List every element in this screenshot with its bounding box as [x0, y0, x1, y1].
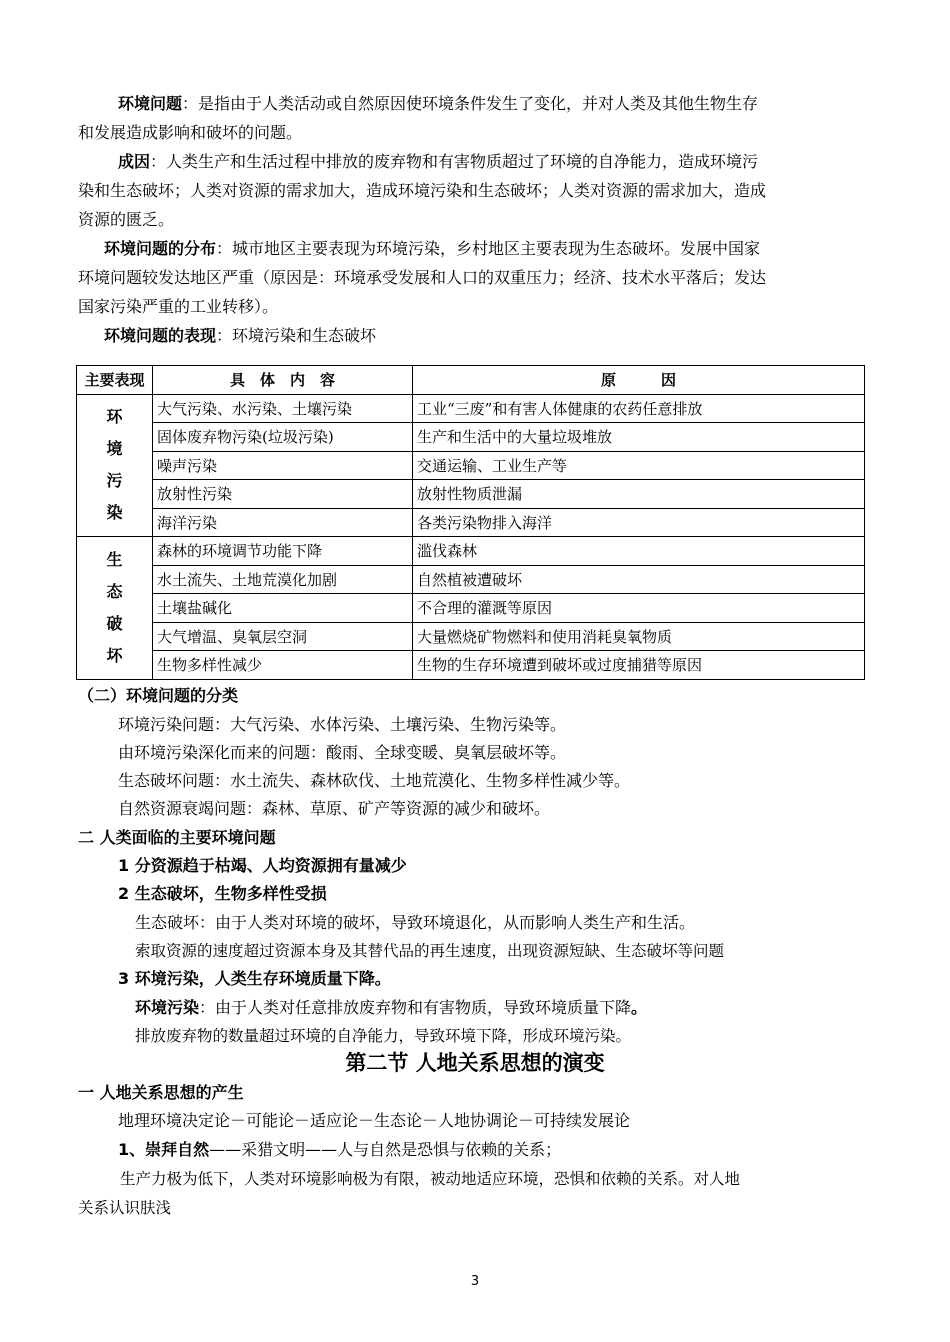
content-cell: 大气增温、臭氧层空洞: [153, 622, 413, 651]
header-category: 主要表现: [77, 366, 153, 395]
cause-cell: 大量燃烧矿物燃料和使用消耗臭氧物质: [413, 622, 865, 651]
cause-cell: 不合理的灌溉等原因: [413, 594, 865, 623]
section-main-problems-title: 二 人类面临的主要环境问题: [78, 828, 276, 847]
thought-sequence: 地理环境决定论－可能论－适应论－生态论－人地协调论－可持续发展论: [118, 1111, 631, 1130]
cause-cell: 生产和生活中的大量垃圾堆放: [413, 423, 865, 452]
paragraph-distribution-cont2: 国家污染严重的工业转移）。: [78, 297, 279, 316]
ecology-definition: 生态破坏：由于人类对环境的破坏，导致环境退化，从而影响人类生产和生活。: [135, 913, 696, 932]
cause-cell: 交通运输、工业生产等: [413, 451, 865, 480]
content-cell: 噪声污染: [153, 451, 413, 480]
term-manifestation: 环境问题的表现: [104, 326, 217, 345]
table-row: [77, 651, 865, 680]
table-row: [77, 480, 865, 509]
worship-nature-desc: 生产力极为低下，人类对环境影响极为有限，被动地适应环境，恐惧和依赖的关系。对人地: [120, 1170, 741, 1188]
ecology-note: 索取资源的速度超过资源本身及其替代品的再生速度，出现资源短缺、生态破坏等问题: [135, 942, 725, 960]
section2-title: 第二节 人地关系思想的演变: [345, 1051, 605, 1075]
cause-cell: 滥伐森林: [413, 537, 865, 566]
content-cell: 放射性污染: [153, 480, 413, 509]
content-cell: 海洋污染: [153, 508, 413, 537]
cause-cell: 工业“三废”和有害人体健康的农药任意排放: [413, 394, 865, 423]
content-cell: 土壤盐碱化: [153, 594, 413, 623]
header-cause: 原 因: [413, 366, 865, 395]
table-row: [77, 508, 865, 537]
cause-cell: 自然植被遭破坏: [413, 565, 865, 594]
content-cell: 水土流失、土地荒漠化加剧: [153, 565, 413, 594]
section2-subtitle: 一 人地关系思想的产生: [78, 1083, 244, 1102]
term-cause: 成因: [118, 152, 151, 171]
paragraph-cause-cont1: 染和生态破坏；人类对资源的需求加大，造成环境污染和生态破坏；人类对资源的需求加大，造成: [78, 181, 767, 200]
table-header-row: [77, 366, 865, 395]
cause-cell: 各类污染物排入海洋: [413, 508, 865, 537]
cause-cell: 生物的生存环境遭到破坏或过度捕猎等原因: [413, 651, 865, 680]
category-cell-ecology: 生态破坏: [77, 537, 153, 680]
page-number: 3: [470, 1274, 480, 1289]
table-row: [77, 565, 865, 594]
paragraph-definition: 环境问题：是指由于人类活动或自然原因使环境条件发生了变化，并对人类及其他生物生存: [118, 94, 759, 113]
classification-item: 由环境污染深化而来的问题：酸雨、全球变暖、臭氧层破坏等。: [118, 743, 567, 762]
table-row: [77, 537, 865, 566]
environment-problems-table: [76, 365, 865, 680]
paragraph-distribution: 环境问题的分布：城市地区主要表现为环境污染，乡村地区主要表现为生态破坏。发展中国家: [104, 239, 761, 258]
paragraph-definition-cont: 和发展造成影响和破坏的问题。: [78, 123, 303, 142]
content-cell: 森林的环境调节功能下降: [153, 537, 413, 566]
term-worship-nature: 1、崇拜自然: [118, 1140, 210, 1159]
main-problem-item-2: 2 生态破坏，生物多样性受损: [118, 884, 327, 903]
header-content: 具 体 内 容: [153, 366, 413, 395]
paragraph-cause: 成因：人类生产和生活过程中排放的废弃物和有害物质超过了环境的自净能力，造成环境污: [118, 152, 759, 171]
table-row: [77, 594, 865, 623]
paragraph-manifestation: 环境问题的表现：环境污染和生态破坏: [104, 326, 377, 345]
classification-item: 环境污染问题：大气污染、水体污染、土壤污染、生物污染等。: [118, 715, 567, 734]
paragraph-distribution-cont1: 环境问题较发达地区严重（原因是：环境承受发展和人口的双重压力；经济、技术水平落后；发达: [78, 268, 767, 287]
term-environment-problem: 环境问题: [118, 94, 183, 113]
content-cell: 大气污染、水污染、土壤污染: [153, 394, 413, 423]
term-distribution: 环境问题的分布: [104, 239, 217, 258]
section-classification-title: （二）环境问题的分类: [78, 686, 239, 705]
main-problem-item-3: 3 环境污染，人类生存环境质量下降。: [118, 969, 391, 988]
point-worship-nature: 1、崇拜自然——采猎文明——人与自然是恐惧与依赖的关系；: [118, 1140, 562, 1159]
content-cell: 固体废弃物污染(垃圾污染): [153, 423, 413, 452]
term-pollution: 环境污染: [135, 998, 200, 1017]
pollution-note: 排放废弃物的数量超过环境的自净能力，导致环境下降，形成环境污染。: [135, 1027, 632, 1045]
main-problem-item-1: 1 分资源趋于枯竭、人均资源拥有量减少: [118, 856, 407, 875]
classification-item: 自然资源衰竭问题：森林、草原、矿产等资源的减少和破坏。: [118, 799, 551, 818]
table-row: [77, 622, 865, 651]
table-row: [77, 394, 865, 423]
table-row: [77, 423, 865, 452]
worship-nature-desc-cont: 关系认识肤浅: [78, 1199, 172, 1217]
paragraph-cause-cont2: 资源的匮乏。: [78, 210, 175, 229]
cause-cell: 放射性物质泄漏: [413, 480, 865, 509]
category-cell-pollution: 环境污染: [77, 394, 153, 537]
content-cell: 生物多样性减少: [153, 651, 413, 680]
classification-item: 生态破坏问题：水土流失、森林砍伐、土地荒漠化、生物多样性减少等。: [118, 771, 631, 790]
table-row: [77, 451, 865, 480]
pollution-definition: 环境污染：由于人类对任意排放废弃物和有害物质，导致环境质量下降。: [135, 998, 648, 1017]
